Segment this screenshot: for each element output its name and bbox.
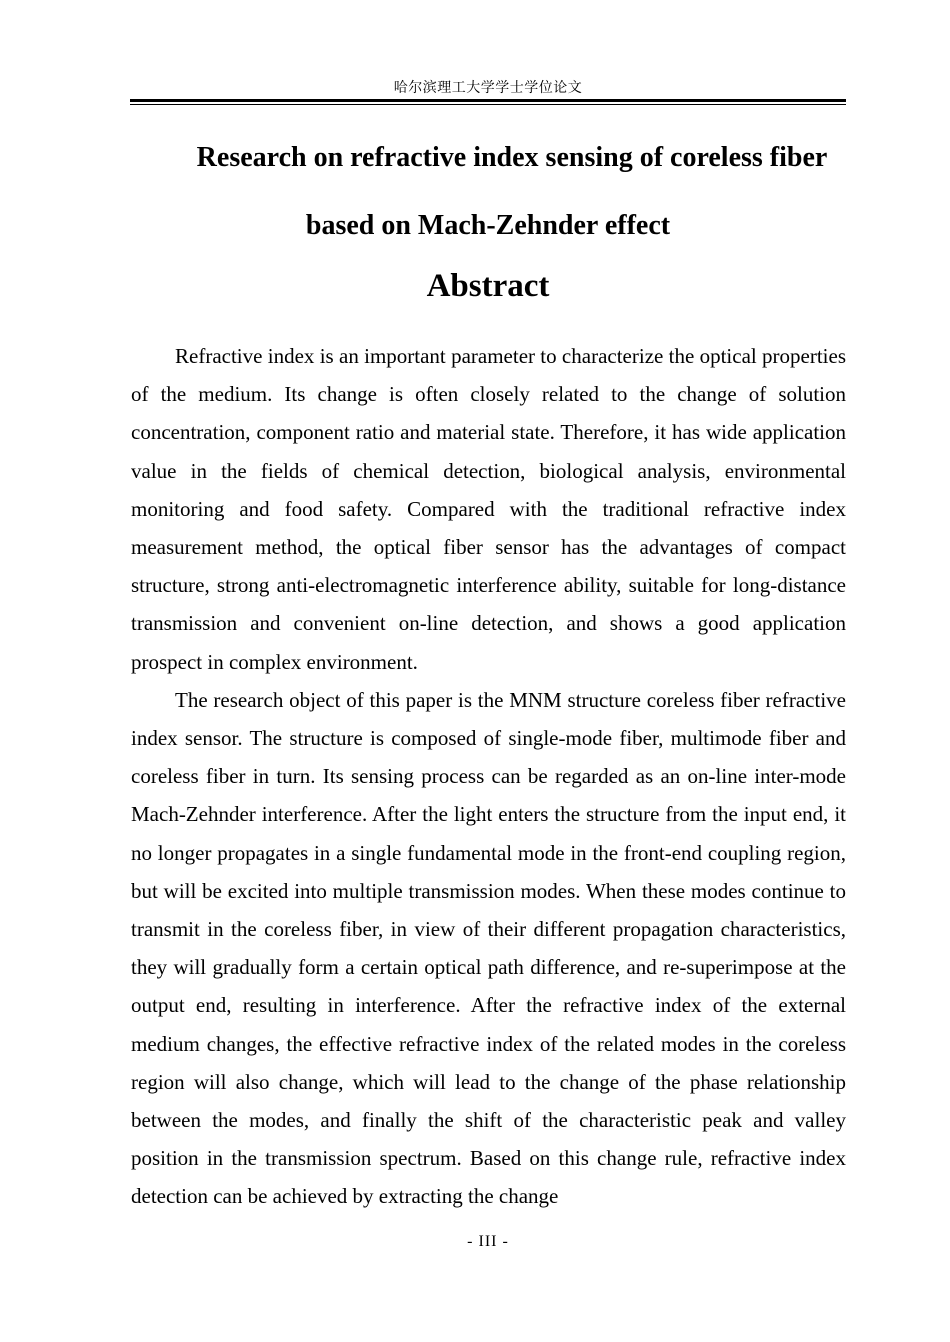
thesis-title-line-1: Research on refractive index sensing of coreless fiber xyxy=(196,142,828,173)
page-number: - III - xyxy=(467,1233,509,1250)
abstract-paragraph-2: The research object of this paper is the MNM structure coreless fiber refractive index sensor. The structure is composed of single-mode fiber, multimode fiber and coreless fiber in turn. Its sensing process can be regarded as an on-line inter-mode Mach-Zehnder interference. After the light enters the structure from the input end, it no longer propagates in a single fundamental mode in the front-end coupling region, but will be excited into multiple transmission modes. When these modes continue to transmit in the coreless fiber, in view of their different propagation characteristics, they will gradually form a certain optical path difference, and re-superimpose at the output end, resulting in interference. After the refractive index of the external medium changes, the effective refractive index of the related modes in the coreless region will also change, which will lead to the change of the phase relationship between the modes, and finally the shift of the characteristic peak and valley position in the transmission spectrum. Based on this change rule, refractive index detection can be achieved by extracting the change xyxy=(131,687,846,1209)
abstract-paragraph-1: Refractive index is an important parameter to characterize the optical properties of the medium. Its change is often closely related to the change of solution concentration, component ratio and material state. Therefore, it has wide application value in the fields of chemical detection, biological analysis, environmental monitoring and food safety. Compared with the traditional refractive index measurement method, the optical fiber sensor has the advantages of compact structure, strong anti-electromagnetic interference ability, suitable for long-distance transmission and convenient on-line detection, and shows a good application prospect in complex environment. xyxy=(131,344,846,674)
thesis-title-line-2: based on Mach-Zehnder effect xyxy=(305,210,671,241)
abstract-heading: Abstract xyxy=(426,268,550,304)
abstract-body xyxy=(131,337,846,1216)
header-rule-thin xyxy=(130,104,846,105)
header-rule-thick xyxy=(130,99,846,102)
running-header: 哈尔滨理工大学学士学位论文 xyxy=(393,80,583,96)
thesis-title xyxy=(130,124,846,260)
